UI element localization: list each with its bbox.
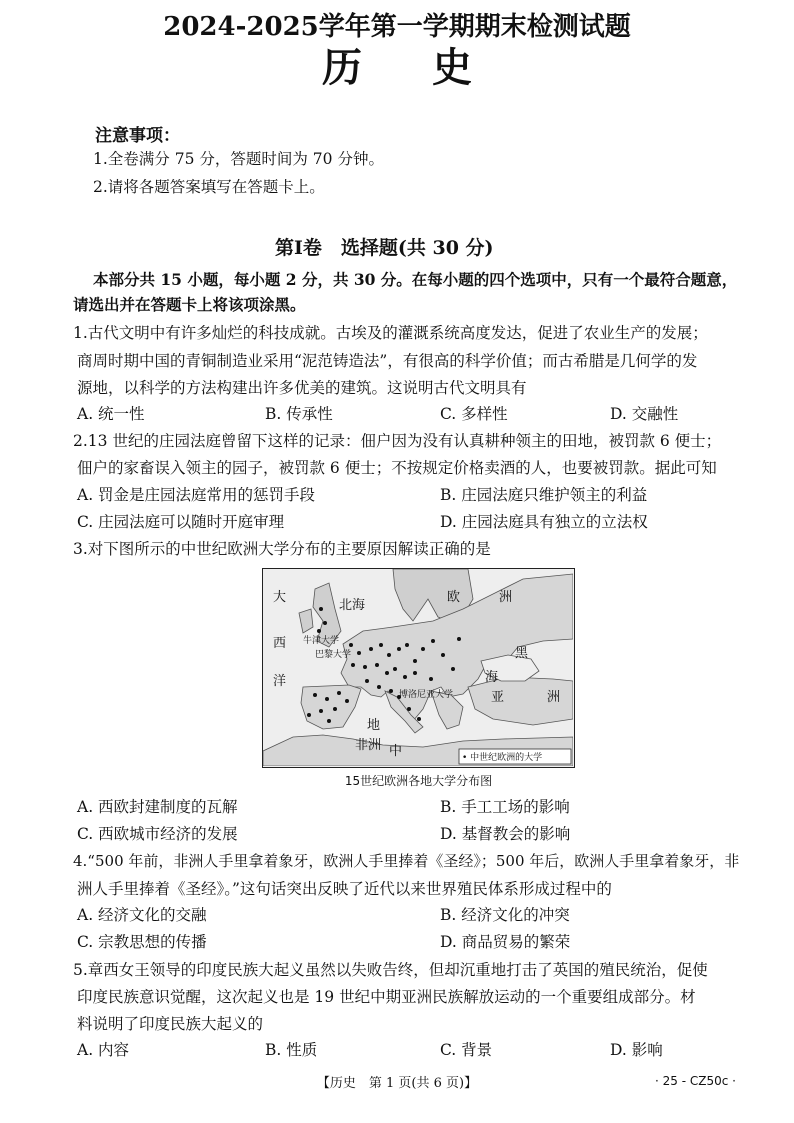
map-label-atlantic-1: 大 (273, 590, 287, 605)
question-5-line-2: 印度民族意识觉醒，这次起义也是 19 世纪中期亚洲民族解放运动的一个重要组成部分。材 (77, 988, 696, 1006)
map-label-atlantic-2: 西 (273, 636, 287, 651)
map-label-africa: 非洲 (355, 738, 382, 753)
page-code: · 25 - CZ50c · (655, 1074, 736, 1088)
map-label-oxford: 牛津大学 (303, 636, 340, 646)
map-drawing (263, 569, 573, 766)
map-label-north-sea: 北海 (339, 598, 366, 613)
map-label-bologna: 博洛尼亚大学 (399, 690, 454, 700)
map-label-paris: 巴黎大学 (315, 650, 352, 660)
page-footer: 【历史 第 1 页(共 6 页)】 (316, 1076, 478, 1091)
question-5-option-c: C. 背景 (440, 1041, 493, 1059)
question-1-option-d: D. 交融性 (610, 405, 679, 423)
question-5-option-b: B. 性质 (265, 1041, 318, 1059)
question-5-option-d: D. 影响 (610, 1041, 663, 1059)
map-label-black-1: 黑 (515, 646, 529, 661)
question-5-line-1: 5.章西女王领导的印度民族大起义虽然以失败告终，但却沉重地打击了英国的殖民统治，促使 (73, 961, 708, 979)
section-instruction-2: 请选出并在答题卡上将该项涂黑。 (73, 295, 306, 314)
question-4-line-1: 4.“500 年前，非洲人手里拿着象牙，欧洲人手里捧着《圣经》；500 年后，欧洲人手里拿着象牙，非 (73, 852, 740, 870)
question-5-option-a: A. 内容 (77, 1041, 130, 1059)
question-1-option-b: B. 传承性 (265, 405, 333, 423)
question-3-option-c: C. 西欧城市经济的发展 (77, 825, 238, 843)
question-2-option-d: D. 庄园法庭具有独立的立法权 (440, 513, 648, 531)
question-4-option-b: B. 经济文化的冲突 (440, 906, 570, 924)
map-label-med-2: 中 (389, 744, 403, 759)
notes-heading: 注意事项： (95, 126, 180, 146)
question-2-line-2: 佃户的家畜误入领主的园子，被罚款 6 便士；不按规定价格卖酒的人，也要被罚款。据此可知 (77, 459, 717, 477)
question-4-option-c: C. 宗教思想的传播 (77, 933, 207, 951)
question-2-line-1: 2.13 世纪的庄园法庭曾留下这样的记录：佃户因为没有认真耕种领主的田地，被罚款 6 便士； (73, 432, 722, 450)
section-title: 第Ⅰ卷 选择题(共 30 分) (275, 237, 494, 259)
question-3-option-b: B. 手工工场的影响 (440, 798, 570, 816)
map-legend-text: • 中世纪欧洲的大学 (462, 753, 543, 763)
question-2-option-a: A. 罚金是庄园法庭常用的惩罚手段 (77, 486, 316, 504)
question-2-option-c: C. 庄园法庭可以随时开庭审理 (77, 513, 285, 531)
question-2-option-b: B. 庄园法庭只维护领主的利益 (440, 486, 648, 504)
question-3-option-d: D. 基督教会的影响 (440, 825, 571, 843)
note-item-1: 1.全卷满分 75 分，答题时间为 70 分钟。 (93, 150, 384, 168)
subject-title: 历史 (322, 44, 542, 91)
question-5-line-3: 料说明了印度民族大起义的 (77, 1015, 264, 1033)
map-label-europe-1: 欧 (447, 590, 461, 605)
map-label-med-1: 地 (367, 718, 381, 733)
question-1-line-3: 源地，以科学的方法构建出许多优美的建筑。这说明古代文明具有 (77, 379, 527, 397)
map-label-asia-2: 洲 (547, 690, 561, 705)
question-4-line-2: 洲人手里捧着《圣经》。”这句话突出反映了近代以来世界殖民体系形成过程中的 (77, 880, 612, 898)
question-1-option-a: A. 统一性 (77, 405, 145, 423)
university-distribution-map (262, 568, 575, 768)
map-caption: 15世纪欧洲各地大学分布图 (344, 774, 493, 788)
question-4-option-d: D. 商品贸易的繁荣 (440, 933, 571, 951)
exam-title: 2024-2025学年第一学期期末检测试题 (163, 12, 631, 42)
question-1-option-c: C. 多样性 (440, 405, 508, 423)
map-label-black-2: 海 (485, 670, 499, 685)
question-3-option-a: A. 西欧封建制度的瓦解 (77, 798, 238, 816)
question-3-line-1: 3.对下图所示的中世纪欧洲大学分布的主要原因解读正确的是 (73, 540, 491, 558)
note-item-2: 2.请将各题答案填写在答题卡上。 (93, 178, 325, 196)
question-4-option-a: A. 经济文化的交融 (77, 906, 207, 924)
map-label-europe-2: 洲 (499, 590, 513, 605)
map-label-asia-1: 亚 (491, 690, 505, 705)
map-label-atlantic-3: 洋 (273, 674, 287, 689)
question-1-line-1: 1.古代文明中有许多灿烂的科技成就。古埃及的灌溉系统高度发达，促进了农业生产的发展； (73, 324, 708, 342)
section-instruction-1: 本部分共 15 小题，每小题 2 分，共 30 分。在每小题的四个选项中，只有一个最符合题意， (93, 270, 738, 289)
question-1-line-2: 商周时期中国的青铜制造业采用“泥范铸造法”，有很高的科学价值；而古希腊是几何学的发 (77, 352, 698, 370)
